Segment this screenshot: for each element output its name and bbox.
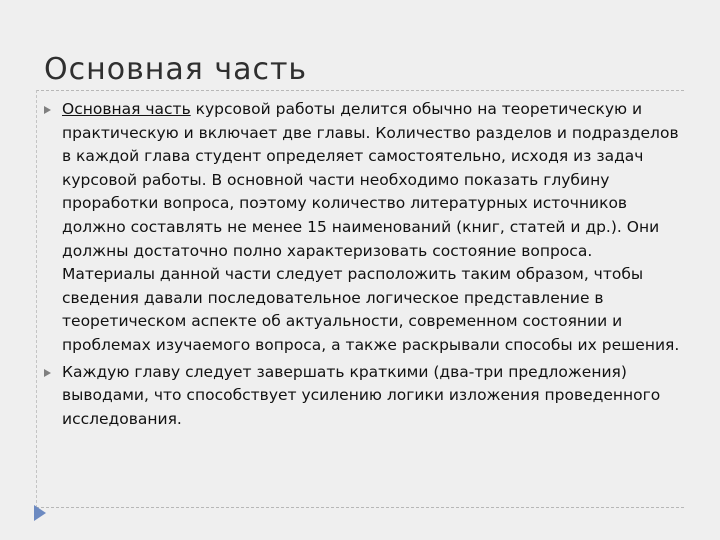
list-item — [44, 98, 684, 358]
triangle-arrow-icon — [34, 505, 46, 521]
triangle-bullet-icon — [44, 106, 51, 114]
bullet-body: Каждую главу следует завершать краткими (два-три предложения) выводами, что способствует усилению логики изложения проведенного исследования. — [62, 362, 661, 428]
list-item — [44, 361, 684, 432]
triangle-bullet-icon — [44, 369, 51, 377]
bullet-body: курсовой работы делится обычно на теоретическую и практическую и включает две главы. Количество разделов и подразделов в каждой глава студент определяет самостоятельно, исходя из задач курсовой работы. В основной части необходимо показать глубину проработки вопроса, поэтому количество литературных источников должно составлять не менее 15 наименований (книг, статей и др.). Они должны достаточно полно характеризовать состояние вопроса. Материалы данной части следует расположить таким образом, чтобы сведения давали последовательное логическое представление в теоретическом аспекте об актуальности, современном состоянии и проблемах изучаемого вопроса, а также раскрывали способы их решения. — [62, 100, 680, 354]
title-divider — [36, 90, 684, 91]
underlined-term: Основная часть — [62, 100, 191, 118]
slide-title: Основная часть — [44, 52, 308, 87]
bullet-text — [62, 98, 684, 358]
left-margin-rule — [36, 90, 37, 508]
bullet-list — [44, 98, 684, 434]
bottom-divider — [36, 507, 684, 508]
